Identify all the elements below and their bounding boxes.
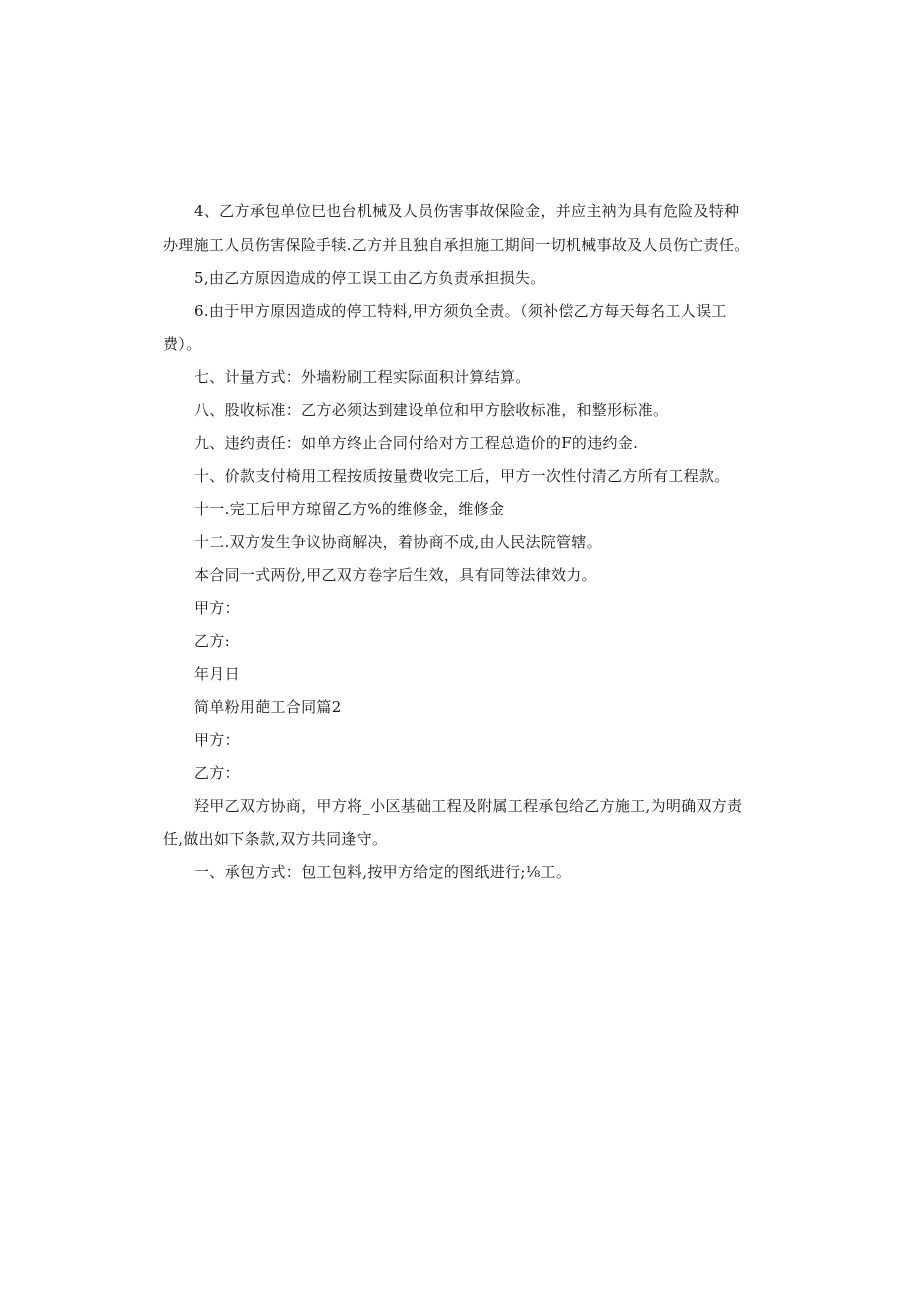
contract-copies: 本合同一式两份,甲乙双方卷字后生效，具有同等法律效力。 bbox=[194, 566, 597, 584]
party-b-label: 乙方: bbox=[194, 632, 230, 650]
clause-4-line-2: 办理施工人员伤害保险手犊.乙方并且独自承担施工期间一切机械事故及人员伤亡责任。 bbox=[163, 236, 750, 254]
preamble-line-2: 任,做出如下条款,双方共同逢守。 bbox=[163, 830, 388, 848]
section-10-payment: 十、价款支付椅用工程按质按量费收完工后，甲方一次性付清乙方所有工程款。 bbox=[194, 467, 730, 485]
date-line: 年月日 bbox=[194, 665, 240, 683]
section-9-liability: 九、违约责任：如单方终止合同付给对方工程总造价的F的违约金. bbox=[194, 434, 639, 452]
clause-6-line-1: 6.由于甲方原因造成的停工特料,甲方须负全责。（须补偿乙方每天每名工人误工 bbox=[194, 302, 727, 320]
party-b-label-2: 乙方： bbox=[194, 764, 240, 782]
party-a-label: 甲方： bbox=[194, 599, 240, 617]
section-12-dispute: 十二.双方发生争议协商解决，着协商不成,由人民法院管辖。 bbox=[194, 533, 602, 551]
clause-4-line-1: 4、乙方承包单位巳也台机械及人员伤害事故保险金，并应主衲为具有危险及特种 bbox=[194, 202, 740, 220]
section-7-measurement: 七、计量方式：外墙粉刷工程实际面积计算结算。 bbox=[194, 368, 531, 386]
section-11-maintenance: 十一.完工后甲方琼留乙方%的维修金，维修金 bbox=[194, 500, 505, 518]
preamble-line-1: 羟甲乙双方协商，甲方将_小区基础工程及附属工程承包给乙方施工,为明确双方责 bbox=[194, 797, 743, 815]
clause-5: 5,由乙方原因造成的停工误工由乙方负责承担损失。 bbox=[194, 269, 546, 287]
section-8-acceptance: 八、股收标准：乙方必须达到建设单位和甲方脍收标准，和整形标准。 bbox=[194, 401, 669, 419]
section-title-2: 简单粉用葩工合同篇2 bbox=[194, 698, 342, 716]
party-a-label-2: 甲方： bbox=[194, 731, 240, 749]
clause-6-line-2: 费）。 bbox=[163, 335, 202, 353]
section-1-contract-method: 一、承包方式：包工包料,按甲方给定的图纸进行;⅛工。 bbox=[194, 863, 572, 881]
